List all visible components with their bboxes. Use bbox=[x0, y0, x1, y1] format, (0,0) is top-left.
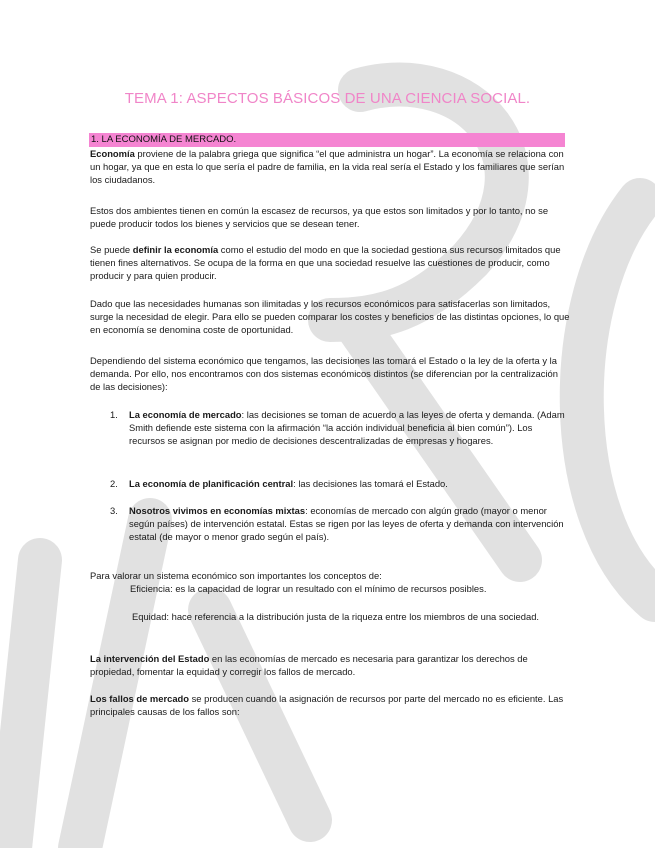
paragraph-escasez: Estos dos ambientes tienen en común la escasez de recursos, ya que estos son limitados y por lo tanto, no se puede producir todos los bienes y servicios que se desean tener. bbox=[90, 205, 549, 229]
paragraph-pre: Se puede bbox=[90, 244, 133, 255]
paragraph-fallos bbox=[90, 693, 570, 719]
list-number: 1. bbox=[110, 409, 118, 420]
term-economia: Economía bbox=[90, 148, 135, 159]
term-definir: definir la economía bbox=[132, 244, 219, 255]
list-term: La economía de planificación central bbox=[129, 478, 294, 489]
paragraph-text: se producen cuando la asignación de recursos por parte del mercado no es eficiente. Las principales causas de los fallos son: bbox=[90, 693, 564, 717]
list-body bbox=[129, 505, 569, 544]
term-fallos: Los fallos de mercado bbox=[90, 693, 189, 704]
section-heading: 1. LA ECONOMÍA DE MERCADO. bbox=[89, 133, 565, 147]
list-text: : las decisiones las tomará el Estado. bbox=[293, 478, 448, 489]
paragraph-intervencion bbox=[90, 653, 570, 679]
list-text: : economías de mercado con algún grado (mayor o menor según países) de intervención estatal. Estas se rigen por las leyes de oferta y demanda con intervención estatal (de mayor o menor grado según el país). bbox=[129, 505, 564, 542]
list-number: 2. bbox=[110, 478, 118, 489]
paragraph-text: proviene de la palabra griega que significa “el que administra un hogar”. La economía se relaciona con un hogar, ya que en esta lo que sería el padre de familia, en la vida real sería el Estado y los familiares que serían los ciudadanos. bbox=[90, 148, 565, 185]
list-body bbox=[129, 478, 569, 491]
paragraph-sistemas: Dependiendo del sistema económico que tengamos, las decisiones las tomará el Estado o la ley de la oferta y la demanda. Por ello, nos encontramos con dos sistemas económicos distintos (se diferencian por la centralización de las decisiones): bbox=[90, 355, 558, 392]
paragraph-economia bbox=[90, 148, 570, 187]
paragraph-valorar: Para valorar un sistema económico son importantes los conceptos de: bbox=[90, 570, 382, 581]
paragraph-coste-oportunidad: Dado que las necesidades humanas son ilimitadas y los recursos económicos para satisfacerlas son limitados, surge la necesidad de elegir. Para ello se pueden comparar los costes y beneficios de las distintas opciones, lo que en economía se denomina coste de oportunidad. bbox=[90, 298, 570, 335]
list-body bbox=[129, 409, 569, 448]
document-title: TEMA 1: ASPECTOS BÁSICOS DE UNA CIENCIA SOCIAL. bbox=[124, 90, 531, 107]
list-term: Nosotros vivimos en economías mixtas bbox=[129, 505, 306, 516]
list-text: : las decisiones se toman de acuerdo a las leyes de oferta y demanda. (Adam Smith defiende este sistema con la afirmación “la acción individual beneficia al bien común”). Los recursos se asignan por medio de decisiones descentralizadas de empresas y hogares. bbox=[129, 409, 565, 446]
list-number: 3. bbox=[110, 505, 118, 516]
paragraph-text: como el estudio del modo en que la sociedad gestiona sus recursos limitados que tienen fines alternativos. Se ocupa de la forma en que una sociedad resuelve las cuestiones de producir, como producir y para quien producir. bbox=[90, 244, 561, 281]
term-intervencion: La intervención del Estado bbox=[90, 653, 210, 664]
list-term: La economía de mercado bbox=[129, 409, 242, 420]
paragraph-definicion bbox=[90, 244, 570, 283]
concept-equidad: Equidad: hace referencia a la distribución justa de la riqueza entre los miembros de una sociedad. bbox=[132, 611, 540, 622]
concept-eficiencia: Eficiencia: es la capacidad de lograr un resultado con el mínimo de recursos posibles. bbox=[130, 583, 487, 594]
paragraph-text: en las economías de mercado es necesaria para garantizar los derechos de propiedad, fomentar la equidad y corregir los fallos de mercado. bbox=[90, 653, 528, 677]
